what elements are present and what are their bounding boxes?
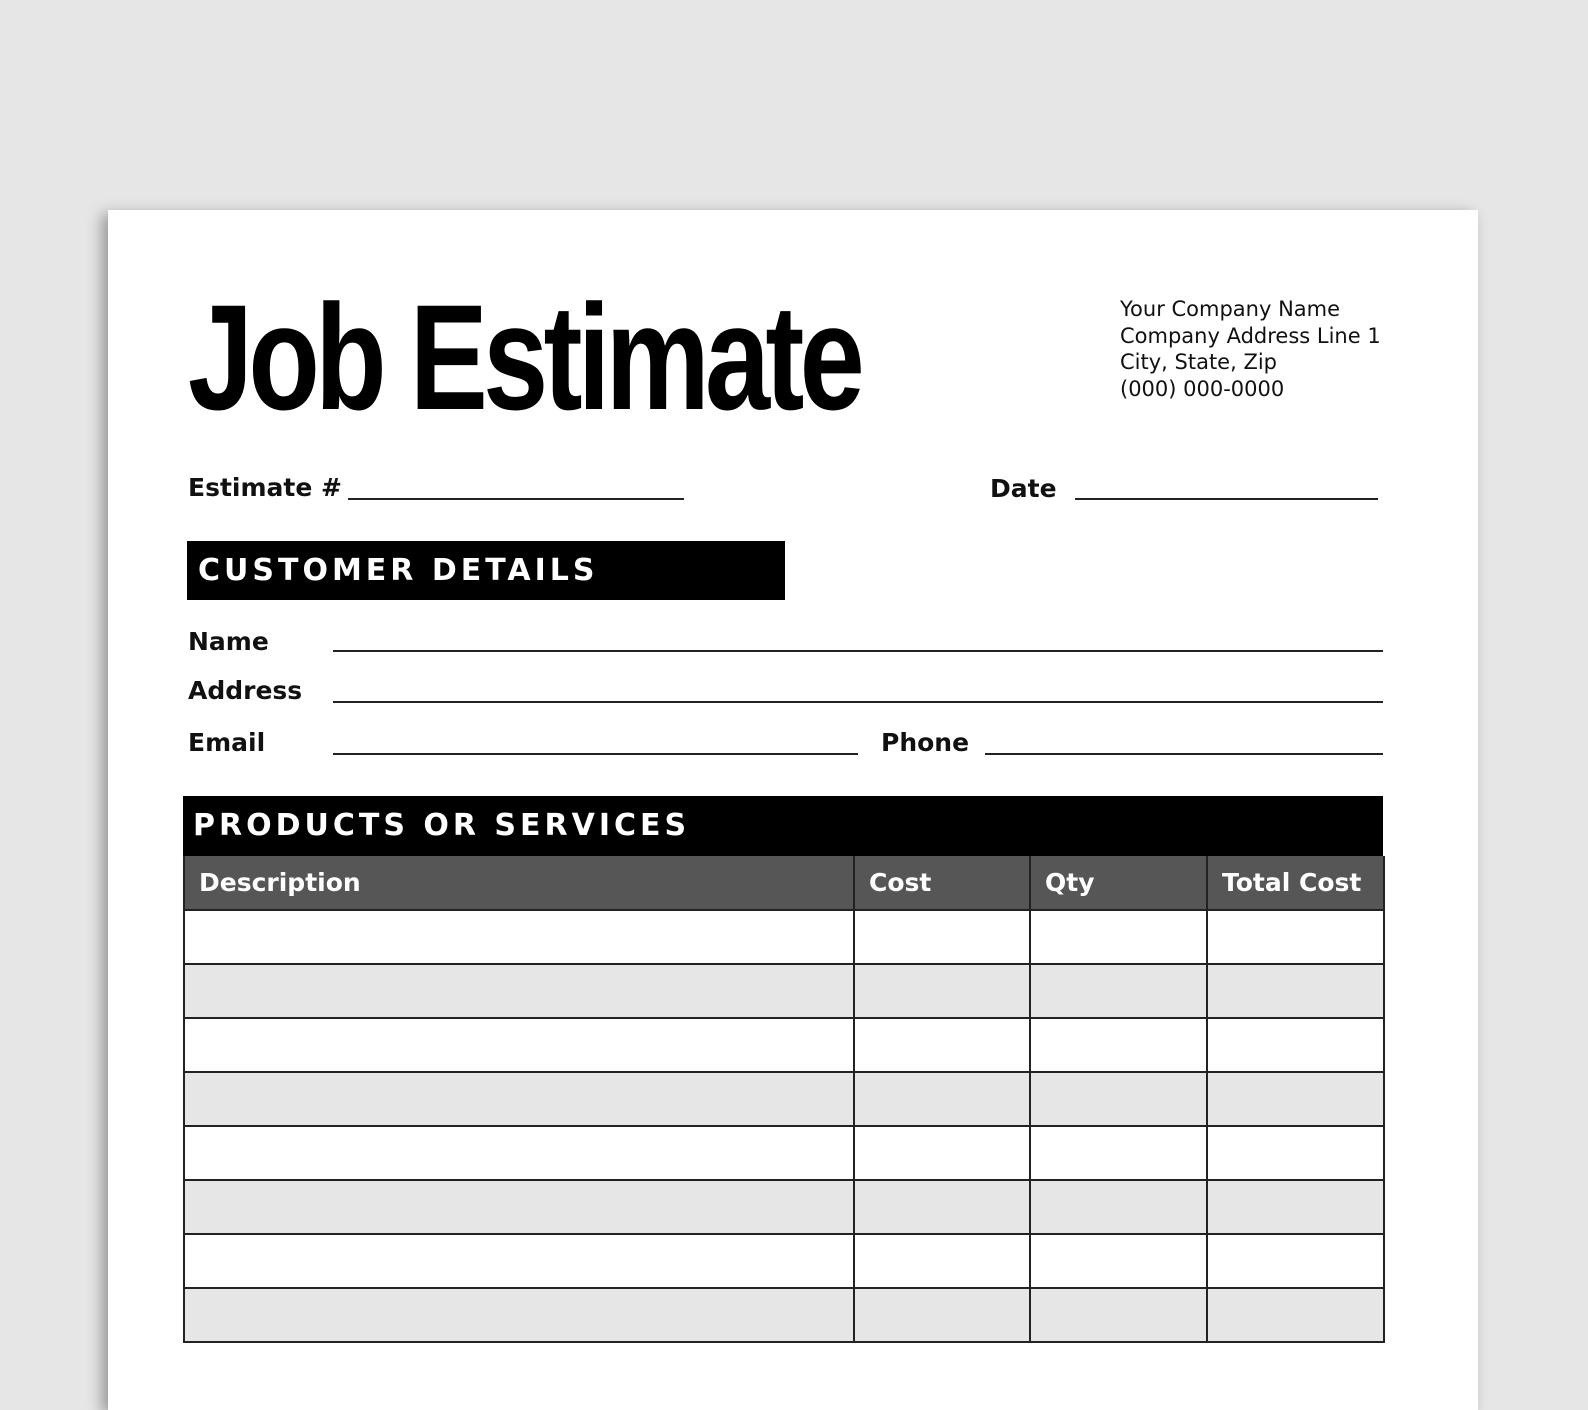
form-title: Job Estimate <box>188 273 861 441</box>
qty-cell[interactable] <box>1030 1072 1207 1126</box>
qty-cell[interactable] <box>1030 1288 1207 1342</box>
cost-cell[interactable] <box>854 1126 1030 1180</box>
customer-email-field[interactable] <box>333 753 858 755</box>
products-services-header: PRODUCTS OR SERVICES <box>183 796 1383 856</box>
table-row <box>184 1180 1384 1234</box>
description-cell[interactable] <box>184 1018 854 1072</box>
qty-cell[interactable] <box>1030 964 1207 1018</box>
customer-address-field[interactable] <box>333 701 1383 703</box>
table-row <box>184 1234 1384 1288</box>
total-cost-cell[interactable] <box>1207 1018 1384 1072</box>
total-cost-cell[interactable] <box>1207 910 1384 964</box>
description-cell[interactable] <box>184 1234 854 1288</box>
table-row <box>184 1072 1384 1126</box>
cost-cell[interactable] <box>854 1288 1030 1342</box>
table-row <box>184 910 1384 964</box>
cost-cell[interactable] <box>854 910 1030 964</box>
description-cell[interactable] <box>184 910 854 964</box>
column-header-cost: Cost <box>854 856 1030 910</box>
cost-cell[interactable] <box>854 1072 1030 1126</box>
customer-details-header: CUSTOMER DETAILS <box>187 541 785 600</box>
total-cost-cell[interactable] <box>1207 1072 1384 1126</box>
customer-email-label: Email <box>188 728 266 757</box>
description-cell[interactable] <box>184 1180 854 1234</box>
estimate-number-field[interactable] <box>348 498 684 500</box>
customer-name-label: Name <box>188 627 269 656</box>
company-address: Company Address Line 1 <box>1120 323 1381 348</box>
total-cost-cell[interactable] <box>1207 964 1384 1018</box>
column-header-qty: Qty <box>1030 856 1207 910</box>
customer-phone-field[interactable] <box>985 753 1383 755</box>
table-row <box>184 1288 1384 1342</box>
table-row <box>184 1018 1384 1072</box>
description-cell[interactable] <box>184 1072 854 1126</box>
customer-name-field[interactable] <box>333 650 1383 652</box>
table-header-row <box>184 856 1384 910</box>
cost-cell[interactable] <box>854 964 1030 1018</box>
company-city-state-zip: City, State, Zip <box>1120 350 1277 374</box>
qty-cell[interactable] <box>1030 910 1207 964</box>
company-phone: (000) 000-0000 <box>1120 376 1285 401</box>
description-cell[interactable] <box>184 1288 854 1342</box>
column-header-total-cost: Total Cost <box>1207 856 1384 910</box>
cost-cell[interactable] <box>854 1180 1030 1234</box>
qty-cell[interactable] <box>1030 1126 1207 1180</box>
table-row <box>184 1126 1384 1180</box>
description-cell[interactable] <box>184 964 854 1018</box>
qty-cell[interactable] <box>1030 1180 1207 1234</box>
date-field[interactable] <box>1075 498 1378 500</box>
total-cost-cell[interactable] <box>1207 1126 1384 1180</box>
products-table <box>183 856 1385 1343</box>
estimate-number-label: Estimate # <box>188 473 342 502</box>
cost-cell[interactable] <box>854 1018 1030 1072</box>
total-cost-cell[interactable] <box>1207 1288 1384 1342</box>
column-header-description: Description <box>184 856 854 910</box>
company-name: Your Company Name <box>1120 297 1341 321</box>
company-info-block <box>1120 296 1381 402</box>
description-cell[interactable] <box>184 1126 854 1180</box>
customer-phone-label: Phone <box>881 728 970 757</box>
customer-address-label: Address <box>188 676 303 705</box>
date-label: Date <box>990 474 1057 503</box>
qty-cell[interactable] <box>1030 1234 1207 1288</box>
total-cost-cell[interactable] <box>1207 1234 1384 1288</box>
cost-cell[interactable] <box>854 1234 1030 1288</box>
table-row <box>184 964 1384 1018</box>
qty-cell[interactable] <box>1030 1018 1207 1072</box>
total-cost-cell[interactable] <box>1207 1180 1384 1234</box>
estimate-form-page <box>108 210 1478 1410</box>
